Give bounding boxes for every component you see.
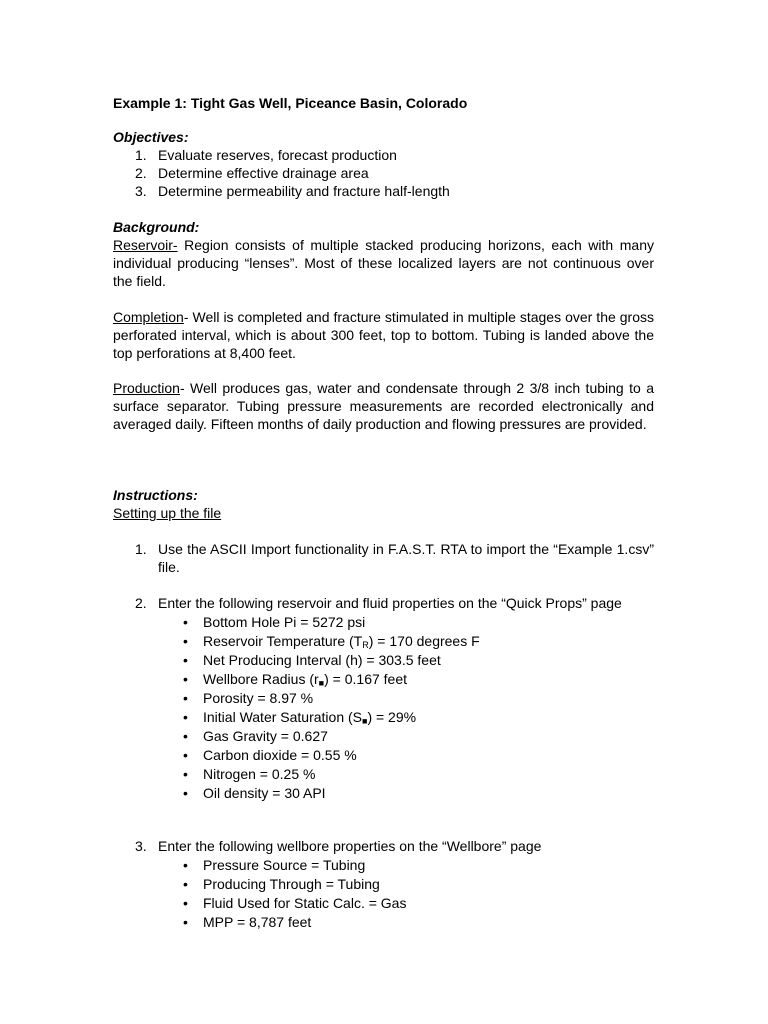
list-item xyxy=(113,164,654,182)
step-2 xyxy=(113,594,654,803)
list-item xyxy=(113,182,654,200)
list-item xyxy=(113,784,654,803)
list-text: Determine permeability and fracture half-length xyxy=(158,183,450,199)
property-text: Initial Water Saturation (S xyxy=(203,709,362,725)
objectives-section xyxy=(113,128,654,200)
list-number: 1. xyxy=(135,147,147,163)
reservoir-paragraph xyxy=(113,236,654,290)
list-item xyxy=(113,727,654,746)
list-item xyxy=(113,146,654,164)
property-text: ) = 170 degrees F xyxy=(368,633,480,649)
property-text: MPP = 8,787 feet xyxy=(203,914,312,930)
property-text: Net Producing Interval (h) = 303.5 feet xyxy=(203,652,441,668)
list-number: 2. xyxy=(135,165,147,181)
list-item xyxy=(113,837,654,855)
list-item xyxy=(113,746,654,765)
property-text: Carbon dioxide = 0.55 % xyxy=(203,747,357,763)
list-item xyxy=(113,875,654,894)
list-text: Enter the following wellbore properties on the “Wellbore” page xyxy=(158,838,542,854)
list-item xyxy=(113,594,654,612)
step-2-list xyxy=(113,594,654,612)
background-heading: Background: xyxy=(113,219,200,235)
property-text: Nitrogen = 0.25 % xyxy=(203,766,316,782)
property-text: Gas Gravity = 0.627 xyxy=(203,728,328,744)
reservoir-text: Region consists of multiple stacked producing horizons, each with many individual producing “lenses”. Most of these localized layers are not continuous over the field. xyxy=(113,237,654,289)
list-item xyxy=(113,540,654,576)
list-text: Enter the following reservoir and fluid properties on the “Quick Props” page xyxy=(158,595,622,611)
subscript: ■ xyxy=(318,678,325,688)
list-item xyxy=(113,708,654,727)
list-number: 3. xyxy=(135,838,147,854)
step-1 xyxy=(113,540,654,576)
production-paragraph xyxy=(113,379,654,433)
list-number: 3. xyxy=(135,183,147,199)
property-text: Bottom Hole Pi = 5272 psi xyxy=(203,614,366,630)
list-item xyxy=(113,913,654,932)
property-text: ) = 0.167 feet xyxy=(324,671,408,687)
production-label: Production xyxy=(113,380,180,396)
subscript: ■ xyxy=(362,716,368,726)
list-item xyxy=(113,632,654,651)
completion-paragraph xyxy=(113,308,654,362)
reservoir-label: Reservoir- xyxy=(113,237,178,253)
instructions-subheading: Setting up the file xyxy=(113,505,222,521)
list-text: Evaluate reserves, forecast production xyxy=(158,147,397,163)
completion-text: - Well is completed and fracture stimulated in multiple stages over the gross perforated interval, which is about 300 feet, top to bottom. Tubing is landed above the top perforations at 8,400 feet. xyxy=(113,309,654,361)
wellbore-properties-list xyxy=(113,856,654,932)
list-text: Use the ASCII Import functionality in F.A.S.T. RTA to import the “Example 1.csv” file. xyxy=(158,541,654,575)
list-item xyxy=(113,765,654,784)
property-text: Fluid Used for Static Calc. = Gas xyxy=(203,895,407,911)
step-3 xyxy=(113,837,654,932)
list-item xyxy=(113,670,654,689)
property-text: Oil density = 30 API xyxy=(203,785,326,801)
property-text: Pressure Source = Tubing xyxy=(203,857,366,873)
list-item xyxy=(113,613,654,632)
list-item xyxy=(113,689,654,708)
instructions-heading: Instructions: xyxy=(113,487,198,503)
reservoir-properties-list xyxy=(113,613,654,803)
background-section xyxy=(113,218,654,290)
instructions-section xyxy=(113,486,654,522)
list-item xyxy=(113,894,654,913)
property-text: Reservoir Temperature (T xyxy=(203,633,363,649)
step-3-list xyxy=(113,837,654,855)
list-number: 2. xyxy=(135,595,147,611)
step-1-list xyxy=(113,540,654,576)
production-text: - Well produces gas, water and condensate through 2 3/8 inch tubing to a surface separator. Tubing pressure measurements are recorded electronically and averaged daily. Fifteen months of daily production and flowing pressures are provided. xyxy=(113,380,654,432)
property-text: ) = 29% xyxy=(367,709,417,725)
completion-label: Completion xyxy=(113,309,184,325)
objectives-list xyxy=(113,146,654,200)
property-text: Porosity = 8.97 % xyxy=(203,690,314,706)
completion-block xyxy=(113,308,654,362)
property-text: Producing Through = Tubing xyxy=(203,876,380,892)
list-item xyxy=(113,856,654,875)
objectives-heading: Objectives: xyxy=(113,129,189,145)
property-text: Wellbore Radius (r xyxy=(203,671,319,687)
document-title: Example 1: Tight Gas Well, Piceance Basin, Colorado xyxy=(113,95,468,111)
list-number: 1. xyxy=(135,541,147,557)
list-text: Determine effective drainage area xyxy=(158,165,369,181)
subscript: R xyxy=(362,640,369,650)
list-item xyxy=(113,651,654,670)
production-block xyxy=(113,379,654,433)
